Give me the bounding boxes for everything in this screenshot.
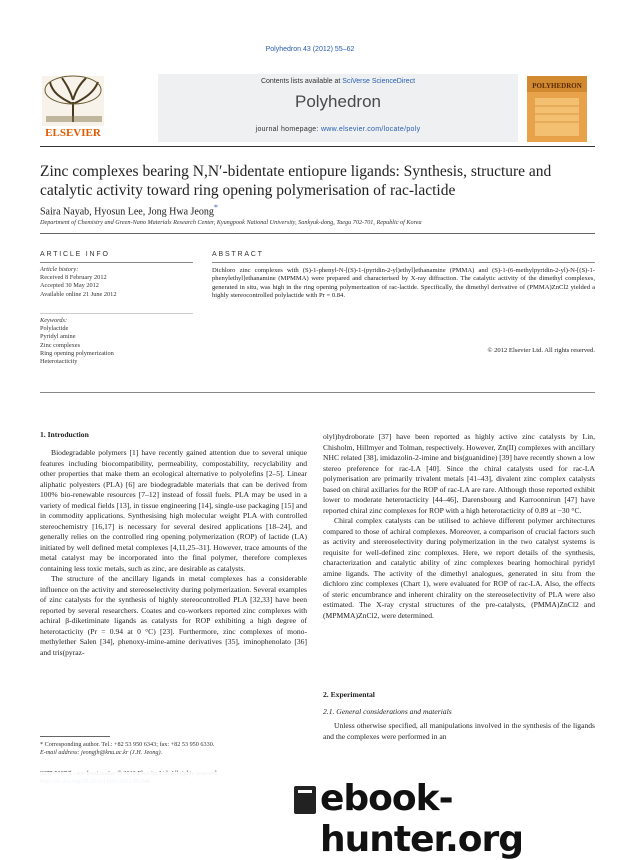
intro-paragraph-continued: olyl)hydroborate [37] have been reported as highly active zinc catalysts by Lin, Chisholm, Hillmyer and Tolman, respectively. However, Zn(II) complexes with ancillary NHC related [38], imidazolin-2-imine and bis(guanidine) [39] have recently shown a low stereo preference for rac-LA [40]. Since the chiral catalysts used for rac-LA polymerisation are primarily trivalent metals [41–43], divalent zinc complex catalysts based on chiral axillaries for the ROP of rac-LA are rare. Although those reported exhibit lower to moderate heterotacticity [44–46], Darensbourg and Karroonnirun [47] have reported chiral zinc complexes for ROP with a high heterotacticity of 0.89 at −30 °C. — [323, 432, 595, 515]
abstract-text: Dichloro zinc complexes with (S)-1-phenyl-N-[(S)-1-(pyridin-2-yl)ethyl]ethanamine (PMMA) and (S)-1-(6-methylpyridin-2-yl)-N-[(S)-1-phenylethyl]ethanamine (MPMMA) were prepared and characterised by X-ray diffraction. The catalytic activity of the dimethyl complexes, generated in situ, was high in the ring opening polymerization of rac-lactide. Specifically, the dimethyl derivative of (PMMA)ZnCl2 yielded a highly stereocontrolled polylactide with Pr = 0.84. — [212, 267, 595, 300]
sciencedirect-link[interactable]: SciVerse ScienceDirect — [342, 78, 416, 85]
contents-line — [158, 78, 518, 85]
journal-header-band — [158, 74, 518, 142]
article-history — [40, 266, 116, 299]
online-date: Available online 21 June 2012 — [40, 290, 117, 298]
body-rule — [40, 392, 595, 393]
received-date: Received 8 February 2012 — [40, 274, 107, 282]
author-list — [40, 203, 218, 217]
keywords-label: Keywords: — [40, 317, 68, 324]
journal-reference[interactable]: Polyhedron 43 (2012) 55–62 — [265, 46, 355, 53]
keyword-item: Zinc complexes — [40, 341, 81, 349]
email-note: E-mail address: jeongjh@knu.ac.kr (J.H. Jeong). — [40, 749, 163, 756]
homepage-link[interactable]: www.elsevier.com/locate/poly — [320, 126, 421, 133]
journal-cover-thumbnail[interactable] — [517, 76, 597, 142]
authors: Saira Nayab, Hyosun Lee, Jong Hwa Jeong — [40, 206, 214, 218]
keywords-block — [40, 317, 114, 366]
keyword-item: Polylactide — [40, 325, 69, 333]
footnote — [40, 741, 307, 757]
intro-paragraph: Biodegradable polymers [1] have recently gained attention due to several unique features including biocompatibility, permeability, compostability, recyclability and other properties that make them an ecological alternative to polyolefins [2–5]. Linear aliphatic polyesters (PLA) [6] are biodegradable materials that can be derived from 100% bio-renewable resources [7–12] instead of fossil fuels. PLA may be used in a variety of medical fields [13], in tissue engineering [14], single-use packaging [15] and in commodity applications. Synthesising high molecular weight PLA with controlled stereochemistry [16,17] is necessary for several desired applications [18–24], and generally relies on the controlled ring opening polymerization (ROP) of lactide (LA) initiated by well defined metal complexes [4,11,25–31]. However, trace amounts of the metal catalyst may be incorporated into the final polymer, therefore complexes containing less toxic metals, such as zinc, are desirable as catalysts. — [40, 448, 307, 573]
abstract-copyright: © 2012 Elsevier Ltd. All rights reserved. — [487, 347, 595, 354]
abstract-heading: ABSTRACT — [212, 251, 264, 258]
history-label: Article history: — [40, 266, 79, 273]
experimental-paragraph: Unless otherwise specified, all manipulations involved in the synthesis of the ligands and the complexes were performed in an — [323, 721, 595, 741]
elsevier-wordmark: ELSEVIER — [45, 127, 101, 139]
article-title: Zinc complexes bearing N,N′-bidentate entiopure ligands: Synthesis, structure and catalytic activity toward ring opening polymerisation of rac-lactide — [40, 163, 552, 199]
right-column — [323, 432, 595, 621]
elsevier-logo[interactable] — [40, 74, 122, 142]
footnote-rule — [40, 736, 110, 737]
corresponding-author-marker[interactable]: * — [213, 203, 219, 212]
keyword-item: Ring opening polymerization — [40, 349, 114, 357]
left-column — [40, 448, 307, 658]
article-info-rule — [40, 262, 193, 263]
affiliation: Department of Chemistry and Green-Nano Materials Research Center, Kyungpook National University, Sankyuk-dong, Taegu 702-701, Republic of Korea — [40, 219, 422, 226]
cover-title: POLYHEDRON — [532, 82, 582, 90]
header-rule — [40, 146, 595, 147]
masthead — [40, 74, 595, 142]
article-info-heading: ARTICLE INFO — [40, 251, 110, 258]
section-rule — [40, 233, 595, 234]
watermark-text[interactable]: ebook-hunter.org — [320, 778, 524, 860]
journal-title: Polyhedron — [294, 92, 381, 111]
homepage-prefix: journal homepage: — [255, 126, 321, 133]
keyword-item: Heterotacticity — [40, 358, 78, 366]
intro-paragraph: The structure of the ancillary ligands in metal complexes has a considerable influence on the activity and stereoselectivity during polymerization. Several examples of zinc catalysts for the synthesis of highly stereocontrolled PLA [32,33] have been reported by several researchers. Coates and co-workers reported zinc complexes with achiral β-diketiminate ligands as catalysts for ROP exhibiting a high degree of heterotacticity (Pr = 0.94 at 0 °C) [23]. Furthermore, zinc complexes of mono-methylether Salen [34], phenoxy-imine-amine derivatives [35], iminophenolato [36] and tris(pyraz- — [40, 574, 307, 657]
accepted-date: Accepted 30 May 2012 — [40, 282, 99, 290]
keywords-rule — [40, 313, 193, 314]
book-icon — [290, 778, 320, 818]
experimental-text — [323, 721, 595, 742]
intro-paragraph: Chiral complex catalysts can be utilised to achieve different polymer architectures compared to those of achiral complexes. Moreover, a comparison of crucial factors such as activity and stereoselectivity during polymerization in the two catalyst systems is requisite for well-defined zinc complexes. Here, we report details of the synthesis, characterization and catalytic ability of zinc complexes bearing homochiral pyridyl amine ligands. The activity of the dimethyl analogues, generated in situ from the dichloro zinc complexes (Chart 1), were evaluated for ROP of rac-LA. Also, the effects of steric encumbrance and inherent chirality on the stereoselectivity of PLA were also estimated. The X-ray crystal structures of the pre-catalysts, (PMMA)ZnCl2 and (MPMMA)ZnCl2, were determined. — [323, 516, 595, 620]
corresponding-author-note: * Corresponding author. Tel.: +82 53 950 6343; fax: +82 53 950 6330. — [40, 741, 215, 748]
journal-homepage — [158, 126, 518, 133]
section-heading-introduction: 1. Introduction — [40, 430, 89, 439]
contents-prefix: Contents lists available at — [260, 78, 343, 85]
subsection-heading: 2.1. General considerations and materials — [323, 707, 452, 716]
abstract-rule — [212, 262, 595, 263]
keyword-item: Pyridyl amine — [40, 333, 76, 341]
section-heading-experimental: 2. Experimental — [323, 690, 375, 699]
